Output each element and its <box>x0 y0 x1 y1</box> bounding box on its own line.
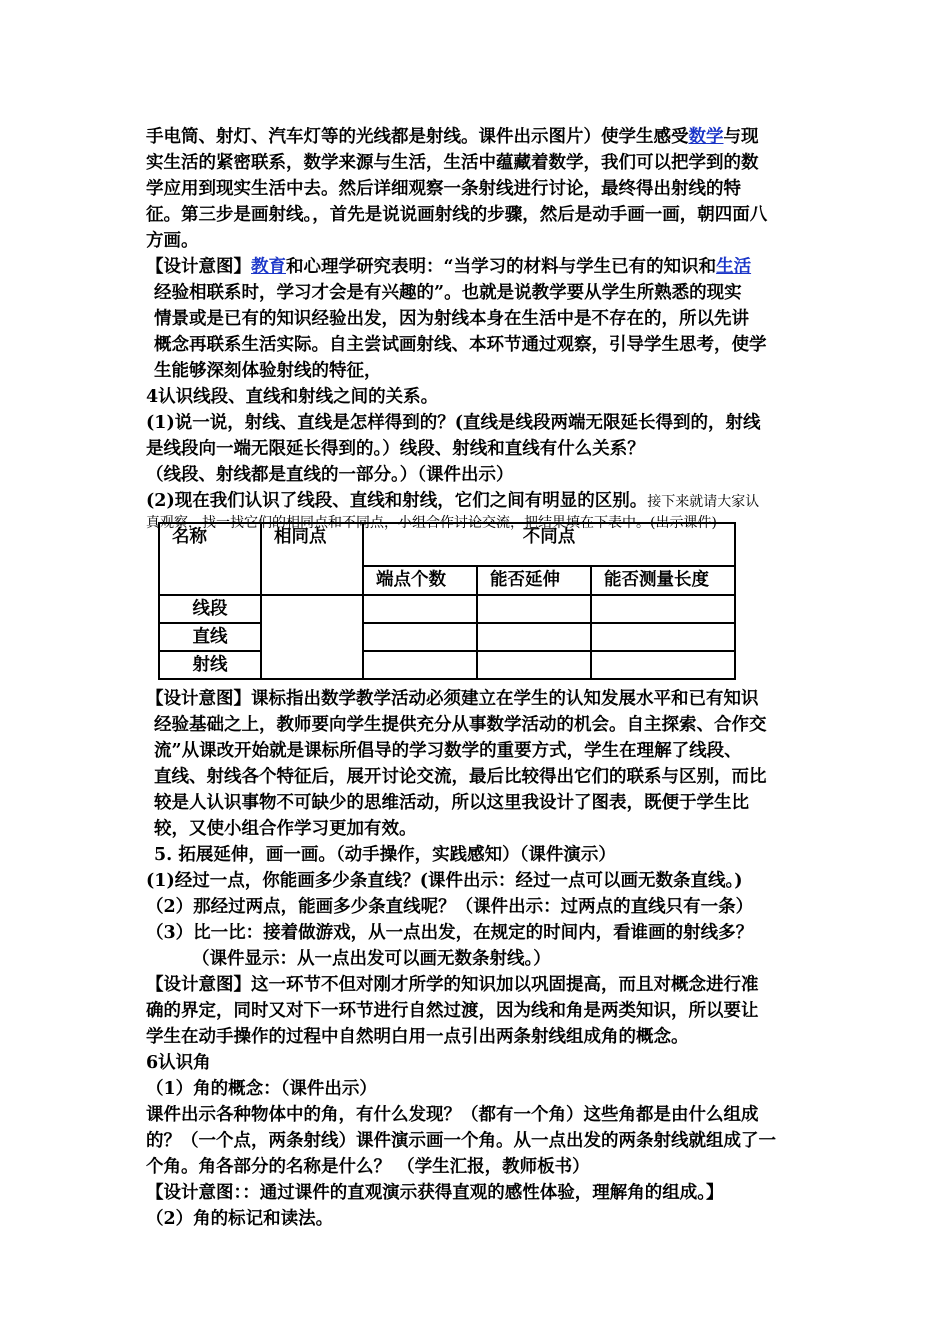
para1-line4: 征。第三步是画射线。，首先是说说画射线的步骤，然后是动手画一画，朝四面八 <box>146 205 768 225</box>
intent2-line3: 流”从课改开始就是课标所倡导的学习数学的重要方式，学生在理解了线段、 <box>154 741 742 761</box>
comparison-table <box>158 522 736 680</box>
section5-q2: （2）那经过两点，能画多少条直线呢？（课件出示：过两点的直线只有一条） <box>146 897 754 917</box>
header-endpoints: 端点个数 <box>363 566 477 595</box>
table-cell <box>477 595 591 623</box>
intent1-line3: 情景或是已有的知识经验出发，因为射线本身在生活中是不存在的，所以先讲 <box>154 309 749 329</box>
section6-para-line3: 个角。角各部分的名称是什么？ （学生汇报，教师板书） <box>146 1157 590 1177</box>
row-label-line: 直线 <box>159 623 261 651</box>
link-life[interactable]: 生活 <box>716 257 752 277</box>
header-diff: 不同点 <box>363 523 735 566</box>
intent2-line2: 经验基础之上，教师要向学生提供充分从事数学活动的机会。自主探索、合作交 <box>154 715 767 735</box>
link-math[interactable]: 数学 <box>688 127 724 147</box>
section6-q1: （1）角的概念：（课件出示） <box>146 1079 377 1099</box>
section4-title: 4认识线段、直线和射线之间的关系。 <box>146 387 439 407</box>
section4-q1-line1: (1)说一说，射线、直线是怎样得到的？(直线是线段两端无限延长得到的，射线 <box>146 413 761 433</box>
header-measure: 能否测量长度 <box>591 566 735 595</box>
section4-q2-line2: 真观察，找一找它们的相同点和不同点，小组合作讨论交流，把结果填在下表中。(出示课件) <box>146 515 717 531</box>
intent2-line4: 直线、射线各个特征后，展开讨论交流，最后比较得出它们的联系与区别，而比 <box>154 767 767 787</box>
table-cell <box>591 651 735 679</box>
intent3-line2: 确的界定，同时又对下一环节进行自然过渡，因为线和角是两类知识，所以要让 <box>146 1001 759 1021</box>
para1-line5: 方画。 <box>146 231 199 251</box>
header-same: 相同点 <box>261 523 363 595</box>
table-cell <box>363 595 477 623</box>
para1-line1: 手电筒、射灯、汽车灯等的光线都是射线。课件出示图片）使学生感受数学与现 <box>146 127 759 147</box>
link-education[interactable]: 教育 <box>251 257 286 277</box>
row-label-ray: 射线 <box>159 651 261 679</box>
section6-intent: 【设计意图：：通过课件的直观演示获得直观的感性体验，理解角的组成。】 <box>146 1183 724 1203</box>
section5-q3: （3）比一比：接着做游戏，从一点出发，在规定的时间内，看谁画的射线多？ <box>146 923 754 943</box>
row-label-segment: 线段 <box>159 595 261 623</box>
para1-line2: 实生活的紧密联系，数学来源与生活，生活中蕴藏着数学，我们可以把学到的数 <box>146 153 759 173</box>
intent3-line1: 【设计意图】这一环节不但对刚才所学的知识加以巩固提高，而且对概念进行准 <box>146 975 759 995</box>
table-cell <box>363 651 477 679</box>
section6-q2: （2）角的标记和读法。 <box>146 1209 334 1229</box>
header-extend: 能否延伸 <box>477 566 591 595</box>
intent1-line1: 【设计意图】教育和心理学研究表明：“当学习的材料与学生已有的知识和生活 <box>146 257 752 277</box>
intent3-line3: 学生在动手操作的过程中自然明白用一点引出两条射线组成角的概念。 <box>146 1027 689 1047</box>
section4-q2-line1: (2)现在我们认识了线段、直线和射线，它们之间有明显的区别。接下来就请大家认 <box>146 491 760 511</box>
table-cell <box>477 651 591 679</box>
table-cell <box>363 623 477 651</box>
cell-same-merged <box>261 595 363 679</box>
header-name: 名称 <box>159 523 261 595</box>
intent1-line5: 生能够深刻体验射线的特征， <box>154 361 382 381</box>
intent2-line6: 较，又使小组合作学习更加有效。 <box>154 819 417 839</box>
section5-title: 5. 拓展延伸，画一画。（动手操作，实践感知）（课件演示） <box>154 845 616 865</box>
section5-q3-answer: （课件显示：从一点出发可以画无数条射线。） <box>192 949 551 969</box>
section6-para-line2: 的？（一个点，两条射线）课件演示画一个角。从一点出发的两条射线就组成了一 <box>146 1131 776 1151</box>
section6-title: 6认识角 <box>146 1053 211 1073</box>
section4-q1-line3: （线段、射线都是直线的一部分。）（课件出示） <box>146 465 514 485</box>
section4-q1-line2: 是线段向一端无限延长得到的。）线段、射线和直线有什么关系？ <box>146 439 645 459</box>
table-cell <box>591 623 735 651</box>
table-cell <box>591 595 735 623</box>
intent1-line2: 经验相联系时，学习才会是有兴趣的”。也就是说教学要从学生所熟悉的现实 <box>154 283 742 303</box>
section6-para-line1: 课件出示各种物体中的角，有什么发现？（都有一个角）这些角都是由什么组成 <box>146 1105 759 1125</box>
para1-line3: 学应用到现实生活中去。然后详细观察一条射线进行讨论，最终得出射线的特 <box>146 179 741 199</box>
section5-q1: (1)经过一点，你能画多少条直线？(课件出示：经过一点可以画无数条直线。) <box>146 871 743 891</box>
intent2-line5: 较是人认识事物不可缺少的思维活动，所以这里我设计了图表，既便于学生比 <box>154 793 749 813</box>
intent1-line4: 概念再联系生活实际。自主尝试画射线、本环节通过观察，引导学生思考，使学 <box>154 335 767 355</box>
intent2-line1: 【设计意图】课标指出数学教学活动必须建立在学生的认知发展水平和已有知识 <box>146 689 759 709</box>
table-cell <box>477 623 591 651</box>
